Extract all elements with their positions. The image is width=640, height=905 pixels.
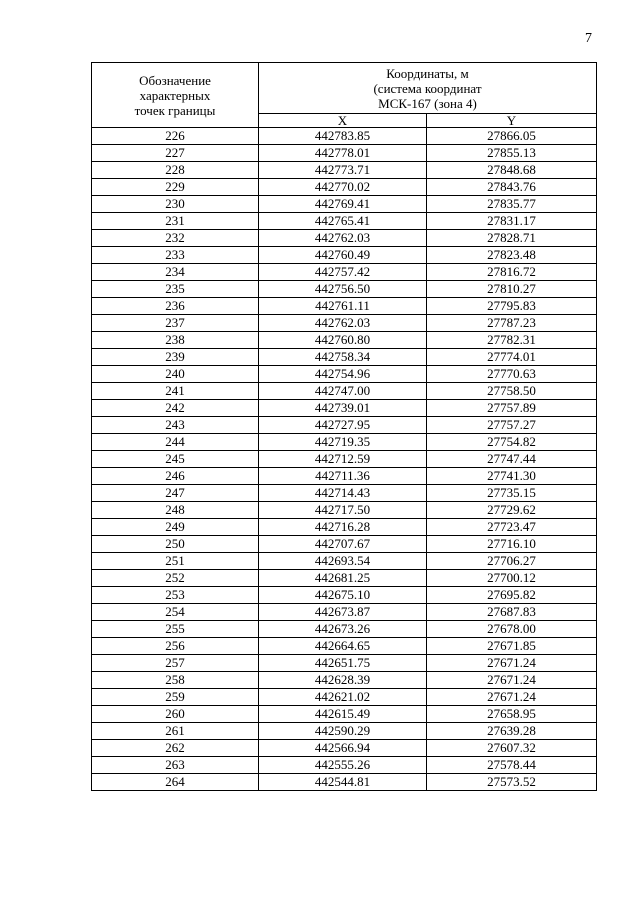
x-cell: 442555.26 [259,757,427,774]
x-cell: 442717.50 [259,502,427,519]
point-cell: 261 [92,723,259,740]
point-cell: 228 [92,162,259,179]
x-cell: 442770.02 [259,179,427,196]
point-cell: 252 [92,570,259,587]
point-cell: 230 [92,196,259,213]
y-column-header: Y [427,114,597,128]
y-cell: 27671.24 [427,655,597,672]
y-cell: 27671.85 [427,638,597,655]
page-number: 7 [585,31,592,46]
point-designation-header [92,63,259,128]
x-cell: 442544.81 [259,774,427,791]
x-cell: 442765.41 [259,213,427,230]
coords-header-line: МСК-167 (зона 4) [378,95,477,111]
table-row [92,706,597,723]
y-cell: 27678.00 [427,621,597,638]
x-cell: 442714.43 [259,485,427,502]
point-cell: 249 [92,519,259,536]
table-row [92,655,597,672]
point-header-line: характерных [139,87,211,103]
y-cell: 27729.62 [427,502,597,519]
y-cell: 27658.95 [427,706,597,723]
x-cell: 442651.75 [259,655,427,672]
x-cell: 442747.00 [259,383,427,400]
x-cell: 442756.50 [259,281,427,298]
table-row [92,604,597,621]
point-cell: 240 [92,366,259,383]
y-cell: 27695.82 [427,587,597,604]
point-cell: 259 [92,689,259,706]
y-cell: 27795.83 [427,298,597,315]
point-cell: 241 [92,383,259,400]
point-cell: 232 [92,230,259,247]
y-cell: 27735.15 [427,485,597,502]
y-cell: 27810.27 [427,281,597,298]
table-row [92,145,597,162]
y-cell: 27823.48 [427,247,597,264]
x-cell: 442739.01 [259,400,427,417]
point-cell: 251 [92,553,259,570]
point-cell: 262 [92,740,259,757]
point-header-line: точек границы [134,102,216,118]
point-cell: 243 [92,417,259,434]
y-cell: 27816.72 [427,264,597,281]
x-cell: 442621.02 [259,689,427,706]
x-cell: 442675.10 [259,587,427,604]
table-row [92,621,597,638]
x-cell: 442761.11 [259,298,427,315]
y-cell: 27573.52 [427,774,597,791]
y-cell: 27774.01 [427,349,597,366]
table-row [92,536,597,553]
point-cell: 258 [92,672,259,689]
point-cell: 242 [92,400,259,417]
x-cell: 442693.54 [259,553,427,570]
x-cell: 442707.67 [259,536,427,553]
table-row [92,298,597,315]
point-cell: 238 [92,332,259,349]
x-column-header: X [259,114,427,128]
table-row [92,570,597,587]
x-cell: 442769.41 [259,196,427,213]
y-cell: 27671.24 [427,672,597,689]
y-cell: 27639.28 [427,723,597,740]
point-cell: 254 [92,604,259,621]
x-cell: 442673.26 [259,621,427,638]
point-cell: 263 [92,757,259,774]
x-cell: 442716.28 [259,519,427,536]
table-row [92,468,597,485]
table-row [92,128,597,145]
y-cell: 27843.76 [427,179,597,196]
point-cell: 256 [92,638,259,655]
table-header [92,63,597,128]
coordinates-header [259,63,597,114]
y-cell: 27848.68 [427,162,597,179]
y-cell: 27835.77 [427,196,597,213]
x-cell: 442773.71 [259,162,427,179]
table-row [92,553,597,570]
y-cell: 27716.10 [427,536,597,553]
y-cell: 27770.63 [427,366,597,383]
table-row [92,757,597,774]
table-row [92,281,597,298]
table-row [92,383,597,400]
table-row [92,162,597,179]
point-cell: 234 [92,264,259,281]
point-cell: 227 [92,145,259,162]
point-cell: 248 [92,502,259,519]
x-cell: 442757.42 [259,264,427,281]
table-row [92,740,597,757]
table-row [92,196,597,213]
point-cell: 239 [92,349,259,366]
point-cell: 233 [92,247,259,264]
point-cell: 257 [92,655,259,672]
y-cell: 27782.31 [427,332,597,349]
coordinates-table [91,62,597,791]
y-cell: 27607.32 [427,740,597,757]
x-cell: 442778.01 [259,145,427,162]
table-row [92,332,597,349]
y-cell: 27723.47 [427,519,597,536]
point-cell: 244 [92,434,259,451]
point-cell: 235 [92,281,259,298]
point-cell: 253 [92,587,259,604]
table-row [92,638,597,655]
y-cell: 27757.27 [427,417,597,434]
table-row [92,689,597,706]
table-row [92,502,597,519]
coords-header-line: Координаты, м [386,65,469,81]
table-row [92,315,597,332]
x-cell: 442754.96 [259,366,427,383]
coords-header-line: (система координат [373,80,482,96]
x-cell: 442615.49 [259,706,427,723]
y-cell: 27855.13 [427,145,597,162]
table-row [92,366,597,383]
x-cell: 442681.25 [259,570,427,587]
y-cell: 27787.23 [427,315,597,332]
y-cell: 27687.83 [427,604,597,621]
point-cell: 237 [92,315,259,332]
point-cell: 226 [92,128,259,145]
y-cell: 27828.71 [427,230,597,247]
x-cell: 442590.29 [259,723,427,740]
table-row [92,723,597,740]
table-row [92,485,597,502]
point-cell: 247 [92,485,259,502]
y-cell: 27831.17 [427,213,597,230]
point-cell: 264 [92,774,259,791]
x-cell: 442711.36 [259,468,427,485]
y-cell: 27758.50 [427,383,597,400]
y-cell: 27700.12 [427,570,597,587]
table-row [92,179,597,196]
table-body [92,128,597,791]
table-row [92,349,597,366]
point-header-line: Обозначение [139,72,211,88]
y-cell: 27578.44 [427,757,597,774]
point-cell: 246 [92,468,259,485]
table-row [92,264,597,281]
table-row [92,434,597,451]
point-cell: 245 [92,451,259,468]
point-cell: 231 [92,213,259,230]
x-cell: 442760.49 [259,247,427,264]
table-row [92,451,597,468]
table-row [92,417,597,434]
table-row [92,672,597,689]
point-cell: 229 [92,179,259,196]
y-cell: 27741.30 [427,468,597,485]
x-cell: 442628.39 [259,672,427,689]
table-row [92,774,597,791]
y-cell: 27866.05 [427,128,597,145]
x-cell: 442727.95 [259,417,427,434]
point-cell: 260 [92,706,259,723]
x-cell: 442719.35 [259,434,427,451]
x-cell: 442762.03 [259,230,427,247]
point-cell: 255 [92,621,259,638]
y-cell: 27671.24 [427,689,597,706]
point-cell: 250 [92,536,259,553]
x-cell: 442758.34 [259,349,427,366]
x-cell: 442783.85 [259,128,427,145]
point-cell: 236 [92,298,259,315]
x-cell: 442566.94 [259,740,427,757]
x-cell: 442673.87 [259,604,427,621]
y-cell: 27747.44 [427,451,597,468]
table-row [92,213,597,230]
y-cell: 27706.27 [427,553,597,570]
y-cell: 27757.89 [427,400,597,417]
x-cell: 442762.03 [259,315,427,332]
table-row [92,230,597,247]
x-cell: 442760.80 [259,332,427,349]
table-row [92,247,597,264]
table-row [92,519,597,536]
table-row [92,587,597,604]
y-cell: 27754.82 [427,434,597,451]
table-row [92,400,597,417]
x-cell: 442664.65 [259,638,427,655]
x-cell: 442712.59 [259,451,427,468]
